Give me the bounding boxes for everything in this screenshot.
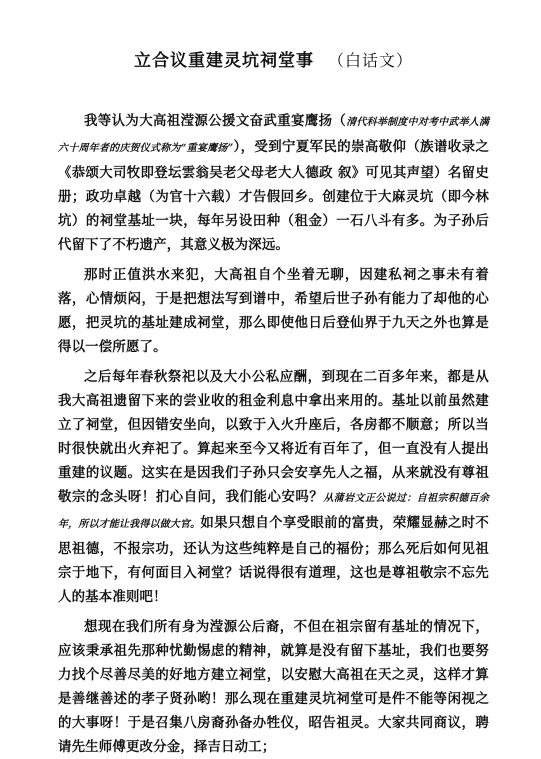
paragraph-3-text-cont: 如果只想自个享受眼前的富贵，荣耀显赫之时不思祖德，不报宗功，还认为这些纯粹是自己的福份；那么死后如何见祖宗于地下，有何面目入祠堂？话说得很有道理，这也是尊祖敬宗不忘先人的基本准则吧！ <box>58 515 490 605</box>
paragraph-3-text: 之后每年春秋祭祀以及大小公私应酬，到现在二百多年来，都是从我大高祖遗留下来的尝业收的租金利息中拿出来用的。基址以前虽然建立了祠堂，但因错安坐向，以致于入火升座后，各房都不顺意；所以当时很快就出火弃祀了。算起来至今又将近有百年了，但一直没有人提出重建的议题。这实在是因我们子孙只会安享先人之福，从来就没有尊祖敬宗的念头呀！扪心自问，我们能心安吗？ <box>58 369 489 505</box>
paragraph-1 <box>58 109 489 257</box>
document-title <box>58 46 489 71</box>
paragraph-4 <box>58 615 489 759</box>
paragraph-1-text: 我等认为大高祖滢源公援文奋武重宴鹰扬（ <box>84 113 347 129</box>
paragraph-2-text: 那时正值洪水来犯，大高祖自个坐着无聊，因建私祠之事未有着落，心情烦闷，于是把想法写到谱中，希望后世子孙有能力了却他的心愿，把灵坑的基址建成祠堂，那么即使他日后登仙界于九天之外也算是得以一偿所愿了。 <box>58 267 489 355</box>
title-text: 立合议重建灵坑祠堂事 <box>133 51 314 71</box>
paragraph-1-note: 清代科举制度中对考中武举人满六十周年者的庆贺仪式称为“重宴鹰扬” <box>58 117 489 154</box>
paragraph-1-text-cont: ），受到宁夏军民的崇高敬仰（族谱收录之《恭颂大司牧即登坛雲翁吴老父母老大人德政 叙》可见其声望）名留史册；政功卓越（为官十六载）才告假回乡。创建位于大麻灵坑（即今林坑）的祠堂基址一块，每年另设田种（租金）一石八斗有多。为子孙后代留下了不朽遗产，其意义极为深远。 <box>58 139 489 253</box>
paragraph-2 <box>58 263 489 359</box>
paragraph-4-text: 想现在我们所有身为滢源公后裔，不但在祖宗留有基址的情况下，应该秉承祖先那种忧勤惕虑的精神，就算是没有留下基址，我们也要努力找个尽善尽美的好地方建立祠堂，以安慰大高祖在天之灵，这样才算是善继善述的孝子贤孙哟！那么现在重建灵坑祠堂可是件不能等闲视之的大事呀！于是召集八房裔孙备办牲仪，昭告祖灵。大家共同商议，聘请先生师傅更改分金，择吉日动工； <box>58 619 489 755</box>
title-subtitle: （白话文） <box>327 51 413 70</box>
paragraph-3 <box>58 365 489 609</box>
paragraph-3-note: 从蒲岩文正公说过：自祖宗积德百余年，所以才能让我得以做大官。 <box>58 493 489 530</box>
